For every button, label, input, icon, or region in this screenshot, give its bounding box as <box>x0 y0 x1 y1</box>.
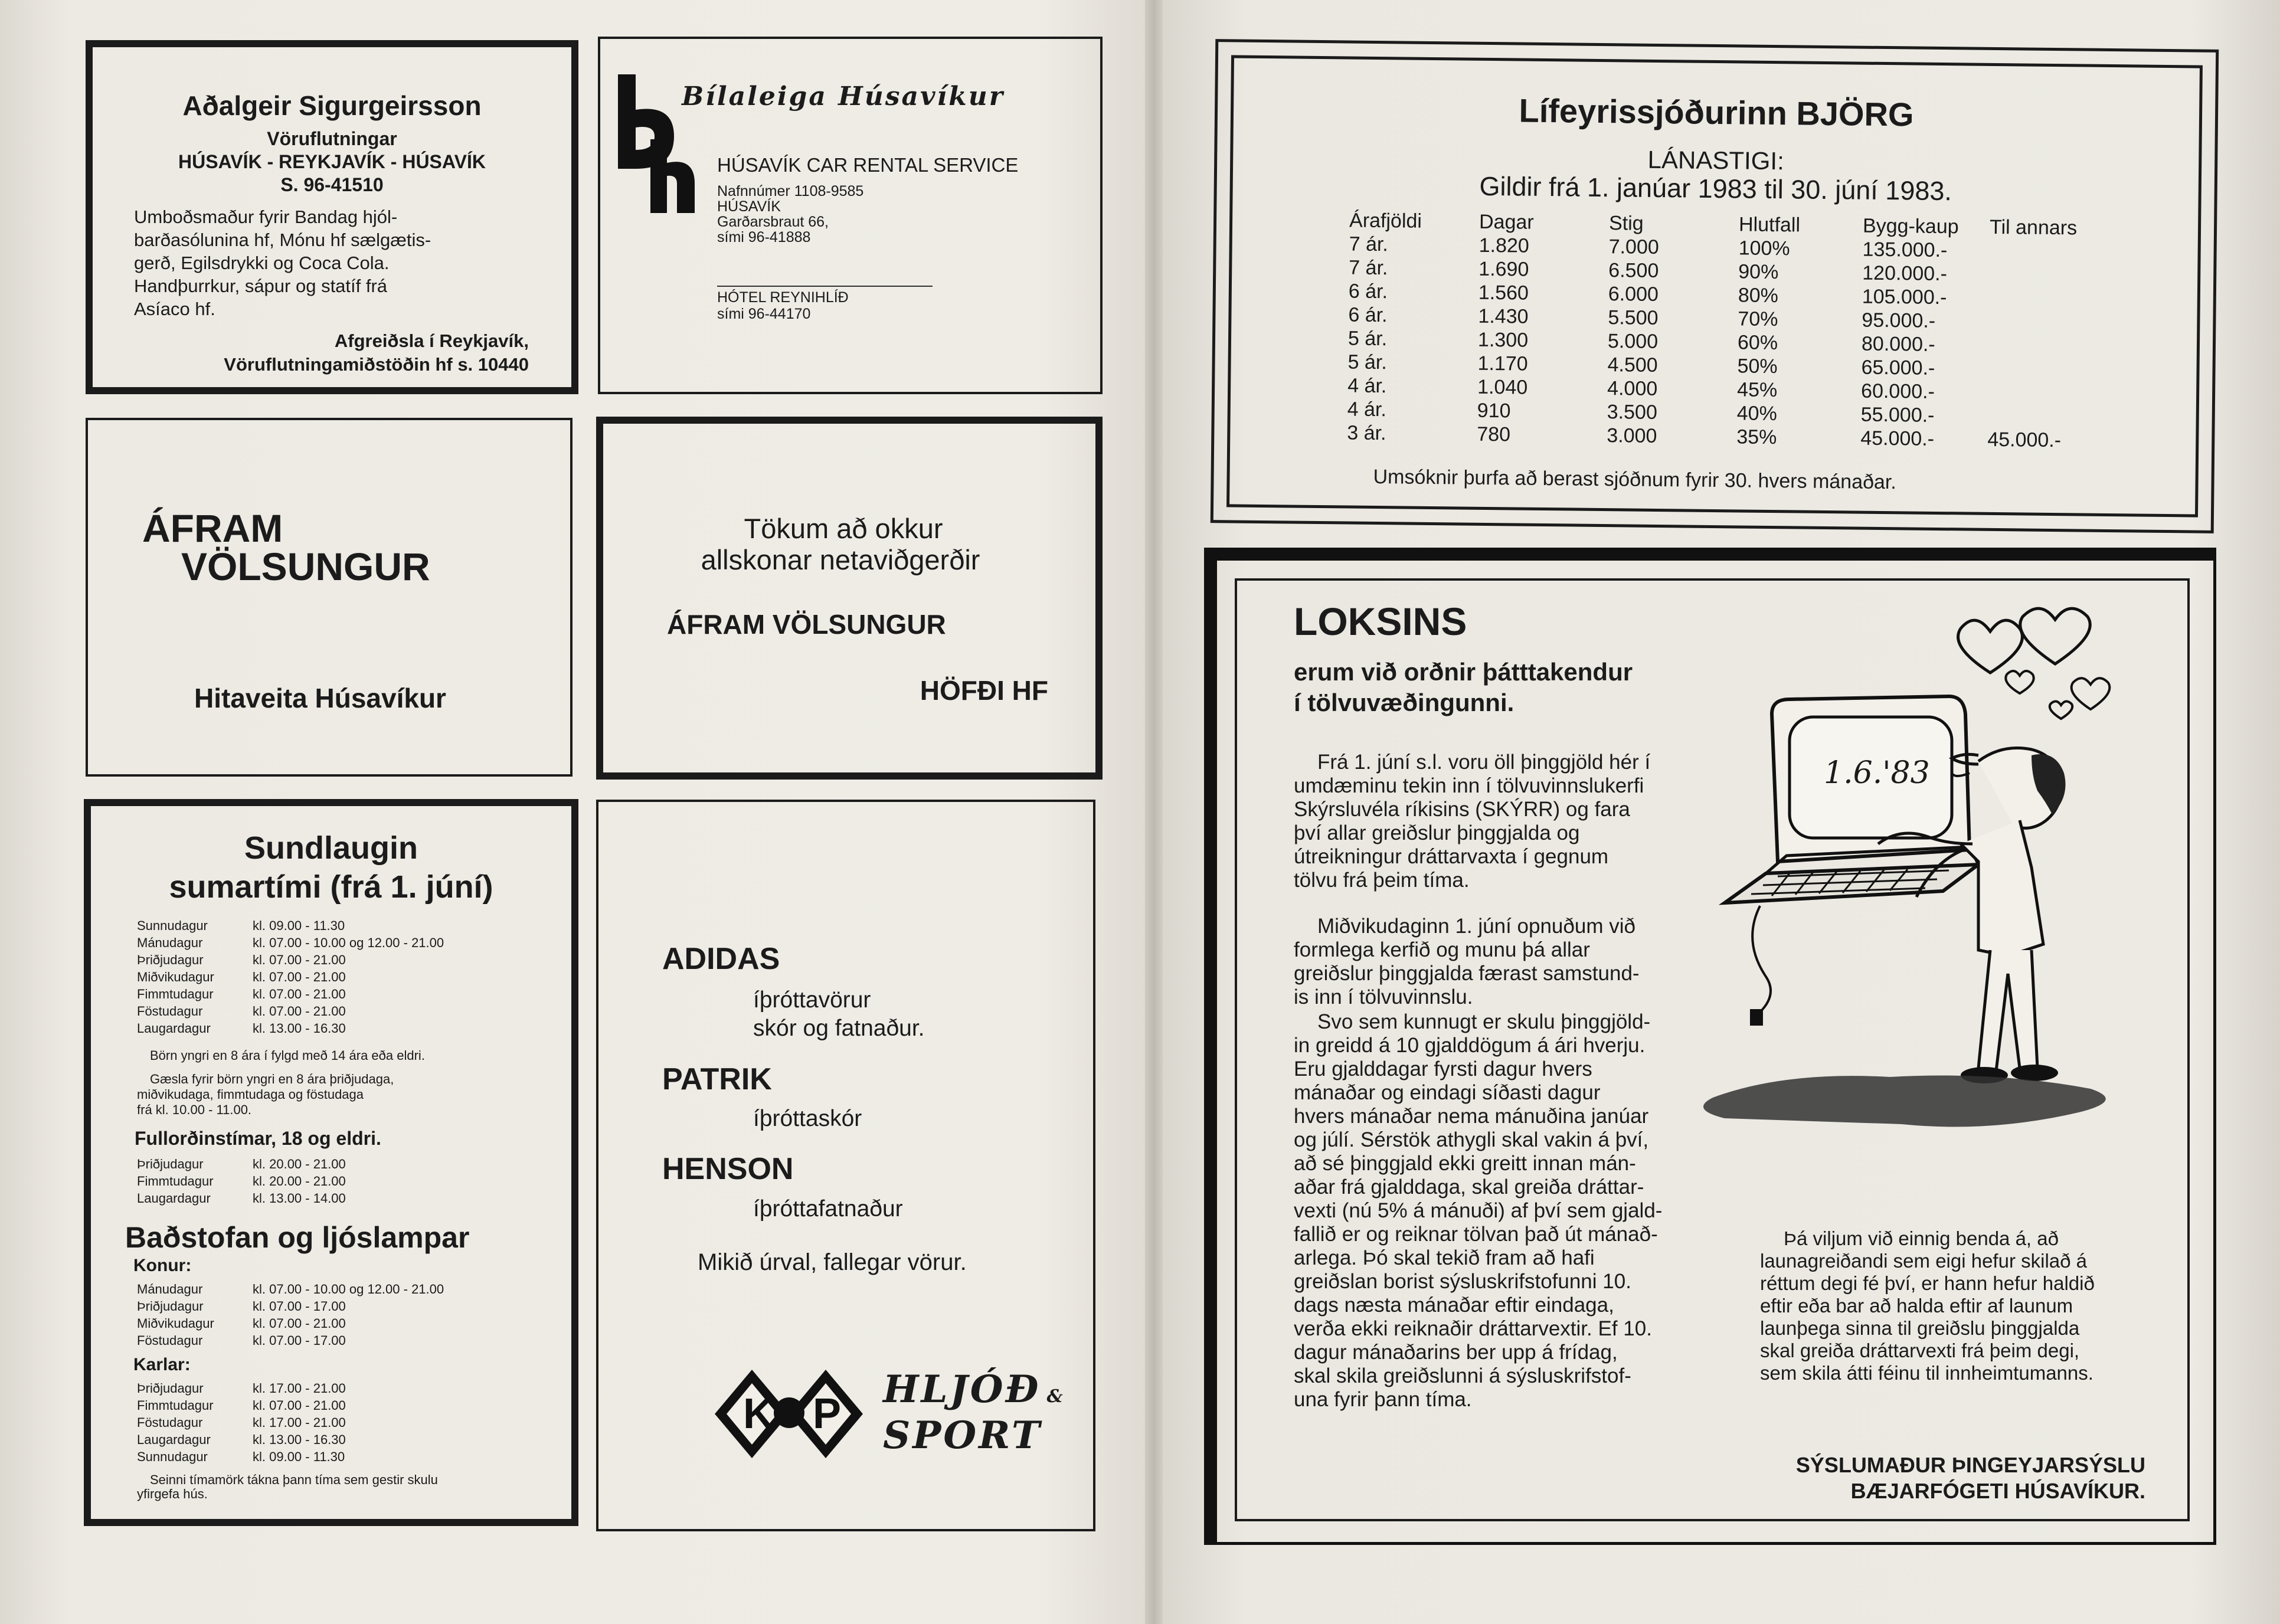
day: Fimmtudagur <box>137 1398 214 1413</box>
para-line: dagur mánaðarins ber upp á frídag, <box>1294 1341 1618 1364</box>
loksins-headline: LOKSINS <box>1294 600 1467 643</box>
cell: 35% <box>1736 425 1777 449</box>
sundlaugin-adults-heading: Fullorðinstímar, 18 og eldri. <box>135 1128 381 1149</box>
schedule-row <box>137 1190 349 1207</box>
lifeyrissjodur-footer: Umsóknir þurfa að berast sjóðnum fyrir 30. hvers mánaðar. <box>1373 465 1897 494</box>
ad-hitaveita <box>86 418 573 777</box>
ad-bilaleiga-divider <box>717 286 933 287</box>
ad-adalgeir-office2: Vöruflutningamiðstöðin hf s. 10440 <box>224 354 529 375</box>
cell: 45.000.- <box>1860 427 1935 450</box>
schedule-row <box>137 1431 349 1448</box>
para-line: is inn í tölvuvinnslu. <box>1294 985 1473 1009</box>
hours: kl. 07.00 - 17.00 <box>253 1333 346 1348</box>
para-line: una fyrir þann tíma. <box>1294 1388 1472 1411</box>
para-line: því allar greiðslur þinggjalda og <box>1294 821 1580 844</box>
loksins-sub1: erum við orðnir þátttakendur <box>1294 658 1633 686</box>
schedule-row <box>137 1155 349 1173</box>
store-amp: & <box>1046 1386 1065 1407</box>
cell: 3.500 <box>1607 401 1658 424</box>
ad-hljod-sport <box>596 800 1095 1531</box>
para-line: formlega kerfið og munu þá allar <box>1294 938 1590 961</box>
para-line: umdæminu tekin inn í tölvuvinnslukerfi <box>1294 774 1644 797</box>
ad-hofdi-line2: allskonar netaviðgerðir <box>701 544 980 575</box>
footnote-line: Seinni tímamörk tákna þann tíma sem gestir skulu <box>150 1472 438 1487</box>
day: Mánudagur <box>137 1282 203 1296</box>
kp-logo-p: P <box>813 1390 842 1438</box>
sport-store-line1 <box>883 1367 1065 1412</box>
ad-hofdi <box>596 417 1103 780</box>
para-line: útreikningur dráttarvaxta í gegnum <box>1294 845 1609 868</box>
hours: kl. 13.00 - 14.00 <box>253 1191 346 1206</box>
cell: 3.000 <box>1607 424 1657 447</box>
sport-brand-henson-items: íþróttafatnaður <box>753 1196 903 1222</box>
sundlaugin-title2: sumartími (frá 1. júní) <box>169 869 493 905</box>
cell: 6.000 <box>1608 283 1659 306</box>
para-line: dags næsta mánaðar eftir eindaga, <box>1294 1294 1614 1317</box>
para-line: vexti (nú 5% á mánuði) af því sem gjald- <box>1294 1199 1663 1222</box>
schedule-row <box>137 934 447 951</box>
detail-line: HÚSAVÍK <box>717 198 781 215</box>
hours: kl. 07.00 - 17.00 <box>253 1299 346 1314</box>
cell: 4 ár. <box>1347 398 1387 421</box>
day: Miðvikudagur <box>137 970 214 984</box>
header-cell: Hlutfall <box>1738 213 1801 237</box>
detail-line: Nafnnúmer 1108-9585 <box>717 183 864 199</box>
schedule-row <box>137 1315 447 1332</box>
ad-adalgeir-name: Aðalgeir Sigurgeirsson <box>182 90 482 121</box>
schedule-row <box>137 968 447 985</box>
ad-bilaleiga-hotel: HÓTEL REYNIHLÍÐ <box>717 289 849 306</box>
day: Laugardagur <box>137 1021 211 1036</box>
hours: kl. 13.00 - 16.30 <box>253 1021 346 1036</box>
lifeyrissjodur-subtitle: LÁNASTIGI: <box>1647 145 1785 175</box>
day: Föstudagur <box>137 1333 203 1348</box>
day: Sunnudagur <box>137 1449 208 1464</box>
cell <box>1988 333 2095 358</box>
cell: 55.000.- <box>1860 403 1935 427</box>
sundlaugin-schedule <box>137 917 447 1037</box>
para-line: og júlí. Sérstök athygli skal vakin á því, <box>1294 1128 1649 1151</box>
cell: 7 ár. <box>1349 256 1388 280</box>
cell: 80% <box>1738 284 1779 307</box>
schedule-row <box>137 1173 349 1190</box>
hours: kl. 07.00 - 21.00 <box>253 987 346 1001</box>
cell: 45% <box>1736 378 1778 402</box>
day: Föstudagur <box>137 1415 203 1430</box>
schedule-row <box>137 951 447 968</box>
body-line: Asíaco hf. <box>134 299 215 319</box>
cell <box>1989 286 2095 311</box>
day: Fimmtudagur <box>137 987 214 1001</box>
day: Þriðjudagur <box>137 1157 204 1171</box>
cell: 1.170 <box>1477 352 1528 375</box>
ad-hofdi-slogan: ÁFRAM VÖLSUNGUR <box>667 609 946 640</box>
sport-tagline: Mikið úrval, fallegar vörur. <box>698 1249 967 1275</box>
cell: 5 ár. <box>1347 351 1387 374</box>
cell: 70% <box>1738 307 1778 331</box>
cell: 40% <box>1736 402 1778 425</box>
loksins-signature2: BÆJARFÓGETI HÚSAVÍKUR. <box>1850 1479 2145 1503</box>
para-line: launþega sinna til greiðslu þinggjalda <box>1760 1317 2080 1339</box>
cell <box>1988 381 2094 405</box>
cell: 1.040 <box>1477 375 1528 399</box>
sundlaugin-footnote <box>137 1473 438 1501</box>
cell: 60.000.- <box>1860 379 1935 403</box>
cell <box>1988 404 2094 429</box>
ad-adalgeir-office1: Afgreiðsla í Reykjavík, <box>334 330 529 351</box>
day: Þriðjudagur <box>137 1381 204 1396</box>
para-line: in greidd á 10 gjalddögum á ári hverju. <box>1294 1034 1646 1057</box>
hours: kl. 09.00 - 11.30 <box>253 1449 345 1464</box>
para-line: eftir eða bar að halda eftir af launum <box>1760 1295 2073 1317</box>
para-line: verða ekki reiknaðir dráttarvextir. Ef 10. <box>1294 1317 1652 1340</box>
ad-adalgeir <box>86 40 578 394</box>
hours: kl. 07.00 - 21.00 <box>253 1398 346 1413</box>
schedule-row <box>137 1380 349 1397</box>
sport-brand-henson: HENSON <box>662 1152 794 1186</box>
para-line: skal skila greiðslunni á sýsluskrifstof- <box>1294 1364 1631 1387</box>
lifeyrissjodur-validity: Gildir frá 1. janúar 1983 til 30. júní 1983. <box>1479 171 1952 207</box>
para-line: réttum degi fé því, er hann hefur haldið <box>1760 1272 2095 1294</box>
loksins-para3 <box>1294 1010 1695 1412</box>
sundlaugin-bath-heading: Baðstofan og ljóslampar <box>125 1221 470 1254</box>
para-line: Þá viljum við einnig benda á, að <box>1784 1227 2059 1249</box>
schedule-row <box>137 1448 349 1465</box>
body-line: barðasólunina hf, Mónu hf sælgætis- <box>134 230 431 250</box>
header-cell: Dagar <box>1478 210 1534 234</box>
day: Fimmtudagur <box>137 1174 214 1188</box>
cell: 910 <box>1477 399 1511 423</box>
sundlaugin-adults <box>137 1155 349 1207</box>
ad-hofdi-sponsor: HÖFÐI HF <box>920 675 1048 706</box>
cell <box>1988 310 2095 335</box>
sundlaugin-note1: Börn yngri en 8 ára í fylgd með 14 ára eða eldri. <box>150 1048 425 1063</box>
store-name-1: HLJÓÐ <box>883 1367 1041 1412</box>
sport-brand-adidas-items <box>753 986 925 1043</box>
page-gutter <box>1145 0 1163 1624</box>
cell <box>1988 357 2094 382</box>
note-line: frá kl. 10.00 - 11.00. <box>137 1102 252 1117</box>
sport-brand-patrik-items: íþróttaskór <box>753 1106 862 1131</box>
cell: 7.000 <box>1608 235 1659 259</box>
schedule-row <box>137 985 447 1003</box>
cell <box>1989 263 2095 287</box>
heart-icon <box>2050 701 2072 719</box>
kp-logo <box>714 1367 867 1467</box>
para-line: Miðvikudaginn 1. júní opnuðum við <box>1317 915 1635 938</box>
cell: 1.690 <box>1478 257 1529 281</box>
cell: 135.000.- <box>1862 238 1948 262</box>
sport-brand-patrik: PATRIK <box>662 1062 772 1096</box>
schedule-row <box>137 1020 447 1037</box>
computer-screen-date: 1.6.'83 <box>1824 755 1930 791</box>
day: Mánudagur <box>137 935 203 950</box>
footnote-line: yfirgefa hús. <box>137 1487 208 1501</box>
note-line: Gæsla fyrir börn yngri en 8 ára þriðjudaga, <box>150 1072 394 1086</box>
cell: 3 ár. <box>1347 421 1386 445</box>
lifeyrissjodur-table <box>1347 209 2096 453</box>
para-line: fallið er og reiknar tölvan það út mánað- <box>1294 1223 1658 1246</box>
cell: 5.500 <box>1608 306 1659 330</box>
cell: 80.000.- <box>1861 332 1935 356</box>
body-line: Umboðsmaður fyrir Bandag hjól- <box>134 207 398 227</box>
para-line: arlega. Þó skal tekið fram að hafi <box>1294 1246 1595 1269</box>
day: Þriðjudagur <box>137 952 204 967</box>
detail-line: Garðarsbraut 66, <box>717 214 829 230</box>
hours: kl. 07.00 - 21.00 <box>253 970 346 984</box>
detail-line: sími 96-41888 <box>717 229 811 245</box>
header-cell: Bygg-kaup <box>1862 214 1959 238</box>
ad-adalgeir-route: HÚSAVÍK - REYKJAVÍK - HÚSAVÍK <box>178 151 486 172</box>
schedule-row <box>137 1397 349 1414</box>
para-line: tölvu frá þeim tíma. <box>1294 869 1470 892</box>
ad-bilaleiga-details <box>717 184 863 245</box>
cell: 1.300 <box>1477 328 1529 352</box>
ad-adalgeir-subtitle: Vöruflutningar <box>267 128 397 149</box>
sundlaugin-note2 <box>137 1072 394 1118</box>
sport-brand-adidas: ADIDAS <box>662 942 780 976</box>
para-line: að sé þinggjald ekki greitt innan mán- <box>1294 1152 1636 1175</box>
hours: kl. 17.00 - 21.00 <box>253 1415 346 1430</box>
hours: kl. 20.00 - 21.00 <box>253 1157 346 1171</box>
sundlaugin-men-heading: Karlar: <box>133 1355 191 1374</box>
ad-hitaveita-line2: VÖLSUNGUR <box>181 545 430 588</box>
heart-icon <box>2020 608 2090 664</box>
schedule-row <box>137 1414 349 1431</box>
lifeyrissjodur-title: Lífeyrissjóðurinn BJÖRG <box>1519 91 1914 133</box>
heart-icon <box>2006 671 2033 693</box>
body-line: gerð, Egilsdrykki og Coca Cola. <box>134 253 390 273</box>
para-line: mánaðar og eindagi síðasti dagur <box>1294 1081 1601 1104</box>
cell: 1.820 <box>1478 234 1529 257</box>
ad-loksins <box>1204 548 2216 1545</box>
cell: 45.000.- <box>1987 428 2062 452</box>
cell: 65.000.- <box>1861 356 1935 379</box>
schedule-row <box>137 1332 447 1349</box>
loksins-sub2: í tölvuvæðingunni. <box>1294 689 1514 716</box>
para-line: greiðslan borist sýsluskrifstofunni 10. <box>1294 1270 1631 1293</box>
day: Miðvikudagur <box>137 1316 214 1331</box>
cell: 6 ár. <box>1348 280 1388 303</box>
cell: 50% <box>1737 355 1778 378</box>
hours: kl. 17.00 - 21.00 <box>253 1381 346 1396</box>
para-line: skal greiða dráttarvexti frá þeim degi, <box>1760 1340 2080 1361</box>
header-cell: Til annars <box>1989 215 2078 240</box>
schedule-row <box>137 917 447 934</box>
product-line: skór og fatnaður. <box>753 1016 925 1041</box>
loksins-signature1: SÝSLUMAÐUR ÞINGEYJARSÝSLU <box>1795 1453 2145 1477</box>
cell: 5 ár. <box>1347 327 1388 351</box>
cell <box>1989 239 2095 264</box>
day: Þriðjudagur <box>137 1299 204 1314</box>
cell: 90% <box>1738 260 1779 284</box>
sundlaugin-women-heading: Konur: <box>133 1256 192 1275</box>
cell: 5.000 <box>1607 330 1659 353</box>
header-cell: Árafjöldi <box>1349 209 1422 233</box>
hours: kl. 07.00 - 10.00 og 12.00 - 21.00 <box>253 1282 444 1296</box>
kp-logo-k: K <box>743 1390 774 1438</box>
day: Laugardagur <box>137 1191 211 1206</box>
loksins-para2 <box>1294 915 1683 1009</box>
hours: kl. 07.00 - 21.00 <box>253 1316 346 1331</box>
cell: 4.500 <box>1607 353 1658 376</box>
cell: 6 ár. <box>1348 303 1388 327</box>
ad-hitaveita-sponsor: Hitaveita Húsavíkur <box>194 683 446 713</box>
day: Föstudagur <box>137 1004 203 1019</box>
cell: 120.000.- <box>1862 261 1948 286</box>
para-line: launagreiðandi sem eigi hefur skilað á <box>1760 1250 2088 1272</box>
cell: 7 ár. <box>1349 233 1389 256</box>
ad-adalgeir-body <box>134 205 431 320</box>
sundlaugin-title1: Sundlaugin <box>244 830 418 866</box>
cell: 1.560 <box>1478 281 1529 304</box>
day: Sunnudagur <box>137 918 208 933</box>
para-line: Skýrsluvéla ríkisins (SKÝRR) og fara <box>1294 798 1630 821</box>
computer-hug-illustration <box>1701 596 2150 1198</box>
hours: kl. 20.00 - 21.00 <box>253 1174 346 1188</box>
para-line: sem skila átti féinu til innheimtumanns. <box>1760 1362 2093 1384</box>
day: Laugardagur <box>137 1432 211 1447</box>
hours: kl. 09.00 - 11.30 <box>253 918 345 933</box>
cell: 105.000.- <box>1862 285 1947 309</box>
para-line: Frá 1. júní s.l. voru öll þinggjöld hér í <box>1317 751 1651 774</box>
ad-bilaleiga-service: HÚSAVÍK CAR RENTAL SERVICE <box>717 154 1019 176</box>
para-line: Eru gjalddagar fyrsti dagur hvers <box>1294 1057 1592 1081</box>
schedule-row <box>137 1298 447 1315</box>
ad-hitaveita-line1: ÁFRAM <box>142 506 283 550</box>
loksins-para1 <box>1294 751 1683 892</box>
schedule-row <box>137 1003 447 1020</box>
para-line: greiðslur þinggjalda færast samstund- <box>1294 962 1640 985</box>
hours: kl. 13.00 - 16.30 <box>253 1432 346 1447</box>
ad-bilaleiga-hotel-phone: sími 96-44170 <box>717 306 811 322</box>
header-cell: Stig <box>1608 212 1644 235</box>
schedule-row <box>137 1281 447 1298</box>
para-line: hvers mánaðar nema mánuðina janúar <box>1294 1105 1649 1128</box>
para-line: Svo sem kunnugt er skulu þinggjöld- <box>1317 1010 1651 1033</box>
ad-bilaleiga-title: Bílaleiga Húsavíkur <box>682 81 1005 112</box>
para-line: aðar frá gjalddaga, skal greiða dráttar- <box>1294 1176 1644 1199</box>
cell: 4 ár. <box>1347 374 1387 398</box>
hours: kl. 07.00 - 10.00 og 12.00 - 21.00 <box>253 935 444 950</box>
hours: kl. 07.00 - 21.00 <box>253 1004 346 1019</box>
note-line: miðvikudaga, fimmtudaga og föstudaga <box>137 1087 364 1102</box>
heart-icon <box>1958 620 2023 673</box>
cell: 95.000.- <box>1862 309 1936 332</box>
cell: 4.000 <box>1607 377 1658 400</box>
product-line: íþróttavörur <box>753 987 871 1013</box>
cell: 60% <box>1737 331 1778 355</box>
ad-hofdi-line1: Tökum að okkur <box>744 513 943 544</box>
loksins-para4 <box>1760 1227 2150 1384</box>
ad-lifeyrissjodur <box>1211 39 2219 533</box>
cell: 100% <box>1738 237 1790 260</box>
sundlaugin-women <box>137 1281 447 1349</box>
body-line: Handþurrkur, sápur og statíf frá <box>134 276 388 296</box>
heart-icon <box>2072 678 2110 709</box>
sundlaugin-men <box>137 1380 349 1465</box>
sport-store-line2: SPORT <box>883 1413 1042 1458</box>
cell: 6.500 <box>1608 259 1659 283</box>
hours: kl. 07.00 - 21.00 <box>253 952 346 967</box>
ad-bilaleiga <box>598 37 1103 394</box>
ad-adalgeir-phone: S. 96-41510 <box>280 174 384 195</box>
ad-sundlaugin <box>84 799 578 1526</box>
cell: 780 <box>1477 423 1511 446</box>
cell: 1.430 <box>1478 304 1529 328</box>
